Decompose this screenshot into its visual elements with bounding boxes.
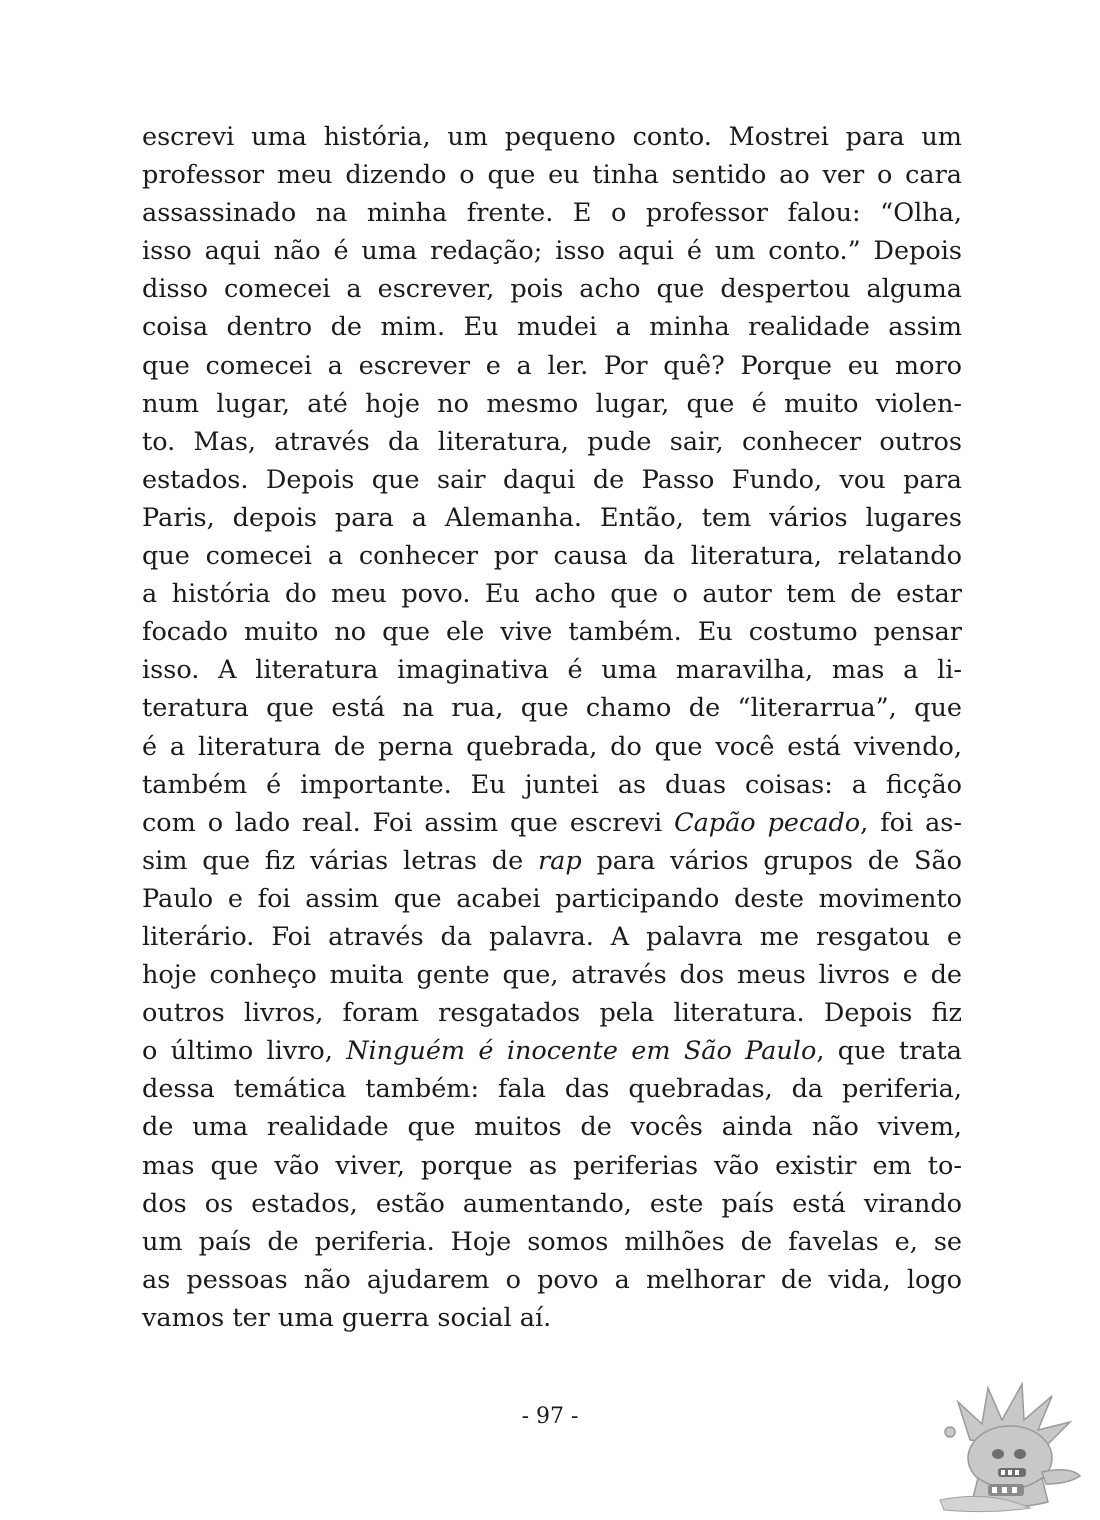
text-line: assassinado na minha frente. E o professor falou: “Olha, (142, 198, 962, 229)
text-line: a história do meu povo. Eu acho que o autor tem de estar (142, 579, 962, 610)
text-line: é a literatura de perna quebrada, do que você está vivendo, (142, 731, 962, 762)
text-line: vamos ter uma guerra social aí. (142, 1302, 552, 1333)
text-line: também é importante. Eu juntei as duas coisas: a ficção (142, 769, 962, 800)
text-line: de uma realidade que muitos de vocês ainda não vivem, (142, 1112, 962, 1143)
text-line: teratura que está na rua, que chamo de “literarrua”, que (142, 693, 962, 724)
text-line: as pessoas não ajudarem o povo a melhorar de vida, logo (142, 1264, 962, 1295)
text-line: um país de periferia. Hoje somos milhões de favelas e, se (142, 1226, 962, 1257)
text-line: que comecei a conhecer por causa da literatura, relatando (142, 541, 962, 572)
text-line: dos os estados, estão aumentando, este país está virando (142, 1188, 962, 1219)
text-line: isso. A literatura imaginativa é uma maravilha, mas a li- (142, 655, 962, 686)
genre-italic: rap (537, 845, 582, 876)
body-text (142, 118, 962, 1337)
text-line: focado muito no que ele vive também. Eu costumo pensar (142, 617, 962, 648)
book-title-italic: Ninguém é inocente em São Paulo (346, 1036, 817, 1067)
text-line: o último livro, Ninguém é inocente em São Paulo, que trata (142, 1036, 962, 1067)
text-line: isso aqui não é uma redação; isso aqui é um conto.” Depois (142, 236, 962, 267)
text-line: disso comecei a escrever, pois acho que despertou alguma (142, 274, 962, 305)
text-line: literário. Foi através da palavra. A palavra me resgatou e (142, 921, 962, 952)
text-line: Paulo e foi assim que acabei participando deste movimento (142, 883, 962, 914)
page-number: - 97 - (521, 1404, 579, 1429)
text-line: escrevi uma história, um pequeno conto. Mostrei para um (142, 122, 962, 152)
text-line: que comecei a escrever e a ler. Por quê? Porque eu moro (142, 350, 962, 381)
text-line: mas que vão viver, porque as periferias vão existir em to- (142, 1150, 962, 1181)
text-line: hoje conheço muita gente que, através dos meus livros e de (142, 960, 962, 991)
cartoon-mascot-icon (930, 1380, 1090, 1515)
text-line: outros livros, foram resgatados pela literatura. Depois fiz (142, 998, 962, 1029)
text-line: professor meu dizendo o que eu tinha sentido ao ver o cara (142, 160, 962, 191)
text-line: num lugar, até hoje no mesmo lugar, que é muito violen- (142, 388, 962, 419)
text-line: com o lado real. Foi assim que escrevi Capão pecado, foi as- (142, 807, 962, 838)
text-line: dessa temática também: fala das quebradas, da periferia, (142, 1074, 962, 1105)
text-line: coisa dentro de mim. Eu mudei a minha realidade assim (142, 312, 962, 343)
book-title-italic: Capão pecado (674, 807, 861, 838)
text-line: Paris, depois para a Alemanha. Então, tem vários lugares (142, 502, 962, 533)
text-line: to. Mas, através da literatura, pude sair, conhecer outros (142, 426, 962, 457)
text-line: estados. Depois que sair daqui de Passo Fundo, vou para (142, 464, 962, 495)
text-line: sim que fiz várias letras de rap para vários grupos de São (142, 845, 962, 876)
